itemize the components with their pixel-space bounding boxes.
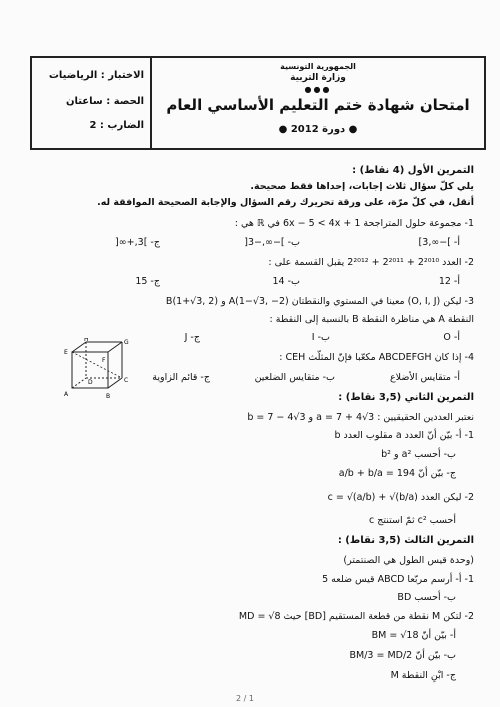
ex1-q1: 1- مجموعة حلول المتراجحة 6x − 5 < 4x + 1 في ℝ هي :	[234, 218, 474, 229]
exam-info-box	[32, 58, 152, 148]
exam-header	[30, 56, 486, 150]
ex3-unit: (وحدة قيس الطول هي الصنتمتر)	[343, 555, 474, 566]
ex1-q1-c: ج- ]3,+∞[	[115, 237, 160, 248]
cube-label-f: F	[102, 357, 106, 364]
ex1-q2-b: ب- 14	[272, 276, 300, 287]
exam-coefficient: الضارب : 2	[89, 120, 144, 131]
cube-label-g: G	[124, 339, 129, 346]
cube-label-h: H	[84, 338, 89, 343]
ex1-q4-b: ب- متقايس الضلعين	[254, 372, 335, 383]
ex1-intro-1: يلي كلّ سؤال ثلاث إجابات، إحداها فقط صحيحة.	[250, 181, 474, 192]
exam-title: امتحان شهادة ختم التعليم الأساسي العام	[166, 96, 470, 114]
ex1-q3-b: النقطة A هي مناظرة النقطة B بالنسبة إلى النقطة :	[269, 314, 474, 325]
ex1-q2-c: ج- 15	[135, 276, 160, 287]
cube-label-e: E	[64, 349, 68, 356]
ex3-q1a: 1- أ- أرسم مربّعا ABCD قيس ضلعه 5	[322, 574, 474, 585]
cube-label-a: A	[64, 391, 69, 398]
ex1-q4-a: أ- متقايس الأضلاع	[390, 372, 460, 383]
ex1-q3-b-choice: ب- I	[311, 332, 330, 343]
ex2-q1a: 1- أ- بيّن أنّ العدد a مقلوب العدد b	[334, 430, 474, 441]
ex2-title: التمرين الثاني (3,5 نقاط) :	[338, 392, 474, 403]
ex1-q4: 4- إذا كان ABCDEFGH مكعّبا فإنّ المثلّث CEH :	[279, 352, 474, 363]
cube-label-b: B	[106, 393, 111, 400]
exam-subject: الاختبار : الرياضيات	[48, 70, 144, 81]
cube-label-c: C	[124, 377, 129, 384]
stars-divider: ●●●	[304, 85, 332, 94]
ex1-q1-b: ب- ]−∞,−3[	[244, 237, 300, 248]
ex2-q1b: ب- أحسب a² و b²	[381, 449, 456, 460]
ex1-q3: 3- ليكن (O, I, J) معينا في المستوي والنقطتان A(1−√3, −2) و B(1+√3, 2)	[165, 296, 474, 307]
ex1-q2-a: أ- 12	[438, 276, 460, 287]
ex1-q4-c: ج- قائم الزاوية	[152, 372, 210, 383]
ex2-q2: 2- ليكن العدد c = √(a/b) + √(b/a)	[327, 492, 474, 503]
ex2-line1: نعتبر العددين الحقيقيين : a = 7 + 4√3 و b = 7 − 4√3	[247, 412, 474, 423]
ministry-label: وزارة التربية	[290, 73, 346, 83]
ex1-q1-a: أ- ]−∞,3]	[418, 237, 460, 248]
exam-title-box	[152, 58, 484, 148]
ex3-q2a: أ- بيّن أنّ BM = √18	[371, 630, 456, 641]
cube-label-d: D	[88, 379, 93, 386]
exam-session: ● دورة 2012 ●	[278, 124, 358, 135]
ex1-q3-a: أ- O	[443, 332, 460, 343]
page-number: 2 / 1	[236, 694, 254, 703]
ex3-q2b: ب- بيّن أنّ BM/3 = MD/2	[349, 650, 456, 661]
exam-duration: الحصة : ساعتان	[65, 96, 144, 107]
ex2-q1c: ج- بيّن أنّ a/b + b/a = 194	[338, 468, 456, 479]
ex3-title: التمرين الثالث (3,5 نقاط) :	[337, 535, 474, 546]
ex1-q2: 2- العدد 2²⁰¹⁰ + 2²⁰¹¹ + 2²⁰¹² يقبل القسمة على :	[268, 257, 474, 268]
cube-figure	[62, 338, 132, 400]
ex3-q2: 2- لتكن M نقطة من قطعة المستقيم [BD] حيث MD = √8	[238, 611, 474, 622]
ex3-q1b: ب- أحسب BD	[397, 592, 456, 603]
ex1-q3-c: ج- J	[184, 332, 200, 343]
republic-label: الجمهورية التونسية	[280, 62, 356, 71]
ex1-title: التمرين الأول (4 نقاط) :	[352, 165, 474, 176]
ex2-q2b: أحسب c² ثمّ استنتج c	[369, 515, 456, 526]
ex1-intro-2: أنقل، في كلّ مرّة، على ورقة تحريرك رقم السؤال والإجابة الصحيحة الموافقة له.	[97, 197, 474, 208]
ex3-q2c: ج- ابْنِ النقطة M	[390, 670, 456, 681]
